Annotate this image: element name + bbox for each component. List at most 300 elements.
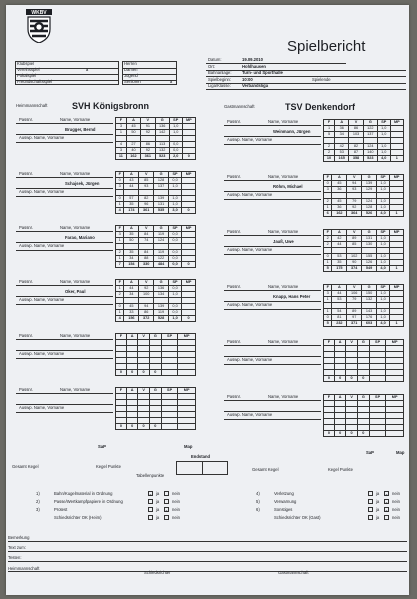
col-header: MP: [390, 120, 403, 126]
score-cell: 140: [363, 150, 377, 156]
col-header: G: [363, 120, 377, 126]
score-cell: 0: [149, 370, 161, 376]
check-label: Verwarnung: [274, 499, 297, 504]
col-header: G: [154, 226, 169, 232]
score-cell: 94: [139, 304, 154, 310]
no-checkbox[interactable]: [384, 515, 389, 520]
score-cell: 87: [349, 150, 363, 156]
score-cell: 372: [139, 316, 154, 322]
col-header: F: [324, 340, 335, 346]
yes-label: ja: [156, 499, 160, 504]
yes-label: ja: [156, 515, 160, 520]
score-table: [115, 225, 196, 268]
score-cell: 50: [126, 130, 140, 136]
awsp-label: Auswp. Name, Vorname: [227, 412, 273, 417]
divider: [224, 199, 321, 200]
score-cell: 134: [154, 292, 169, 298]
col-header: F: [324, 230, 332, 236]
yes-checkbox[interactable]: [148, 515, 153, 520]
score-cell: 3: [324, 291, 332, 297]
score-cell: 54: [332, 309, 347, 315]
player-block: [16, 225, 196, 275]
score-cell: 2: [324, 144, 335, 150]
score-cell: 1,0: [168, 202, 181, 208]
score-cell: 82: [139, 196, 154, 202]
col-header: F: [116, 334, 127, 340]
score-cell: 526: [362, 211, 377, 217]
score-cell: 4,0: [376, 266, 389, 272]
score-cell: 3: [116, 232, 124, 238]
name-header: Name, Vorname: [268, 174, 299, 179]
info-label: Ort:: [208, 63, 215, 69]
info-value: Hohlhausen: [242, 63, 266, 69]
awsp-label: Auswp. Name, Vorname: [227, 192, 273, 197]
score-cell: 3: [116, 184, 124, 190]
col-header: V: [346, 395, 357, 401]
game-type-label: Freundschaftsspiel: [17, 79, 53, 84]
name-header: Name, Vorname: [268, 284, 299, 289]
pass-label: Passnr.: [227, 174, 241, 179]
no-checkbox[interactable]: [164, 491, 169, 496]
score-cell: 0: [324, 181, 332, 187]
player-block: [16, 279, 196, 329]
score-cell: 2,0: [169, 154, 182, 160]
check-number: 4): [256, 491, 260, 496]
score-cell: 2: [116, 250, 124, 256]
awsp-label: Auswp. Name, Vorname: [19, 243, 65, 248]
divider: [224, 309, 321, 310]
yes-checkbox[interactable]: [368, 499, 373, 504]
score-cell: 0,0: [168, 250, 181, 256]
score-cell: 128: [154, 178, 169, 184]
col-header: G: [149, 334, 161, 340]
score-cell: 143: [362, 309, 377, 315]
game-type-mark: x: [86, 67, 89, 72]
info-value: 10:00: [242, 76, 253, 82]
yes-checkbox[interactable]: [368, 491, 373, 496]
score-cell: 0,0: [168, 286, 181, 292]
info-extra-label: Spielende: [312, 77, 331, 82]
score-cell: 1,0: [168, 292, 181, 298]
score-cell: 0: [324, 254, 332, 260]
col-header: MP: [386, 395, 404, 401]
pass-label: Passnr.: [227, 284, 241, 289]
score-cell: 0: [116, 304, 124, 310]
score-cell: 155: [362, 254, 377, 260]
check-label: Schiedsrichter OK (Gast): [274, 515, 321, 520]
divider: [16, 412, 113, 413]
player-block: [224, 119, 404, 169]
col-header: F: [324, 175, 332, 181]
score-cell: 2: [324, 150, 335, 156]
home-sap-label: SaP: [98, 444, 106, 449]
score-cell: 0: [182, 154, 195, 160]
score-cell: 89: [347, 236, 362, 242]
score-cell: 1,0: [168, 316, 181, 322]
score-cell: 1,0: [376, 254, 389, 260]
score-cell: 4: [116, 316, 124, 322]
score-cell: 1: [116, 286, 124, 292]
score-cell: 0: [346, 431, 357, 437]
col-header: G: [154, 172, 169, 178]
score-cell: 42: [335, 144, 349, 150]
yes-label: ja: [376, 491, 380, 496]
score-cell: 5: [324, 132, 335, 138]
score-cell: 92: [141, 148, 155, 154]
col-header: V: [347, 285, 362, 291]
col-header: MP: [182, 118, 195, 124]
score-cell: 3: [116, 148, 127, 154]
awsp-label: Auswp. Name, Vorname: [227, 247, 273, 252]
no-label: nein: [172, 491, 180, 496]
score-cell: 57: [124, 196, 139, 202]
score-cell: 2: [324, 242, 332, 248]
col-header: G: [155, 118, 169, 124]
no-checkbox[interactable]: [164, 499, 169, 504]
score-cell: 1,0: [376, 187, 389, 193]
divider: [16, 231, 113, 232]
no-checkbox[interactable]: x: [165, 508, 168, 513]
col-header: SP: [376, 285, 389, 291]
score-cell: 528: [154, 316, 169, 322]
yes-checkbox[interactable]: [368, 507, 373, 512]
score-cell: 1: [116, 310, 124, 316]
divider: [16, 339, 113, 340]
page-title: Spielbericht: [287, 38, 366, 55]
remark-label: Bemerkung: [8, 535, 30, 540]
score-cell: 364: [347, 211, 362, 217]
divider: [224, 180, 321, 181]
divider: [206, 83, 406, 84]
score-cell: 156: [124, 316, 139, 322]
score-cell: 1,0: [377, 126, 390, 132]
score-cell: 92: [141, 130, 155, 136]
category-label: Damen: [124, 67, 138, 72]
score-cell: 0,0: [169, 142, 182, 148]
score-cell: 0,0: [168, 178, 181, 184]
player-name: Farao, Mariano: [65, 235, 95, 240]
score-cell: 1,0: [168, 196, 181, 202]
score-cell: 92: [139, 286, 154, 292]
no-label: nein: [172, 499, 180, 504]
category-mark: x: [170, 79, 173, 84]
score-cell: 374: [347, 266, 362, 272]
score-cell: 4: [116, 142, 127, 148]
col-header: MP: [390, 175, 404, 181]
col-header: SP: [169, 118, 182, 124]
score-cell: 27: [126, 142, 140, 148]
score-cell: 7: [116, 262, 124, 268]
svg-text:WKBV: WKBV: [31, 10, 47, 16]
score-cell: 82: [349, 144, 363, 150]
score-cell: 102: [347, 254, 362, 260]
score-cell: 361: [139, 208, 154, 214]
col-header: A: [332, 285, 347, 291]
score-cell: 523: [363, 156, 377, 162]
col-header: G: [362, 285, 377, 291]
player-block: [16, 117, 196, 167]
score-cell: 0,0: [168, 256, 181, 262]
col-header: V: [349, 120, 363, 126]
score-cell: 162: [332, 211, 347, 217]
info-label: Liga/Klasse:: [208, 83, 231, 89]
score-cell: 88: [139, 256, 154, 262]
score-cell: 85: [347, 242, 362, 248]
player-name: Weinmann, Jürgen: [273, 129, 311, 134]
score-cell: 1: [390, 321, 404, 327]
score-cell: [386, 431, 404, 437]
score-cell: 0: [138, 424, 149, 430]
player-block: [224, 284, 404, 334]
score-cell: 5: [324, 266, 332, 272]
score-cell: 50: [124, 238, 139, 244]
divider: [206, 70, 406, 71]
score-cell: 1,0: [376, 236, 389, 242]
score-cell: 0: [138, 370, 149, 376]
score-cell: 0: [126, 370, 138, 376]
score-cell: 0: [324, 376, 335, 382]
score-cell: 0: [357, 431, 369, 437]
score-cell: 1,0: [377, 150, 390, 156]
no-label: nein: [392, 491, 400, 496]
col-header: F: [324, 285, 332, 291]
score-cell: 0: [324, 431, 335, 437]
score-table: [323, 394, 404, 437]
score-cell: 330: [139, 262, 154, 268]
no-checkbox[interactable]: x: [385, 500, 388, 505]
awsp-label: Auswp. Name, Vorname: [19, 189, 65, 194]
score-cell: 154: [124, 262, 139, 268]
awsp-label: Auswp. Name, Vorname: [227, 302, 273, 307]
score-cell: 0: [182, 208, 196, 214]
score-cell: 97: [347, 315, 362, 321]
name-header: Name, Vorname: [268, 119, 299, 124]
score-cell: 0: [116, 424, 127, 430]
score-cell: 0,0: [168, 310, 181, 316]
score-cell: 523: [155, 154, 169, 160]
game-type-label: Klubspiel: [17, 61, 34, 66]
score-cell: 11: [116, 154, 127, 160]
score-cell: 103: [349, 132, 363, 138]
score-table: [323, 339, 404, 382]
col-header: F: [116, 226, 124, 232]
score-table: [115, 333, 196, 376]
player-block: [224, 394, 404, 444]
score-cell: 36: [332, 205, 347, 211]
col-header: G: [149, 388, 161, 394]
score-cell: 1,0: [376, 297, 389, 303]
category-label: Herren: [124, 61, 137, 66]
awsp-label: Auswp. Name, Vorname: [19, 405, 65, 410]
guest-total-pins-label: Gesamt Kegel: [252, 467, 279, 472]
score-cell: 232: [332, 321, 347, 327]
score-table: [323, 284, 404, 327]
col-header: G: [362, 230, 377, 236]
player-name: Röhm, Michael: [273, 184, 303, 189]
no-label: nein: [392, 507, 400, 512]
score-cell: 119: [154, 310, 169, 316]
score-cell: [161, 424, 177, 430]
score-cell: 4,0: [376, 211, 389, 217]
yes-checkbox[interactable]: [148, 507, 153, 512]
col-header: A: [332, 230, 347, 236]
check-number: 5): [256, 499, 260, 504]
guest-pin-points-label: Kegel Punkte: [328, 467, 353, 472]
col-header: A: [124, 172, 139, 178]
check-label: Schiedsrichter OK (Heim): [54, 515, 102, 520]
col-header: V: [138, 334, 149, 340]
check-label: Passe/Wertkampfpapiere in Ordnung: [54, 499, 123, 504]
col-header: A: [332, 175, 347, 181]
score-cell: 45: [332, 199, 347, 205]
score-cell: 35: [332, 260, 347, 266]
score-cell: 43: [124, 178, 139, 184]
col-header: G: [154, 280, 169, 286]
player-block: [16, 333, 196, 383]
score-cell: 81: [332, 315, 347, 321]
score-table: [323, 174, 404, 217]
col-header: A: [126, 334, 138, 340]
divider: [16, 123, 113, 124]
col-header: SP: [161, 334, 177, 340]
score-cell: 1: [390, 211, 404, 217]
score-cell: 1: [116, 202, 124, 208]
score-cell: 34: [124, 292, 139, 298]
guest-signature-label: Gastmannschaft: [278, 570, 309, 575]
score-table: [323, 119, 404, 162]
player-block: [224, 174, 404, 224]
col-header: A: [126, 388, 138, 394]
score-cell: 0: [182, 316, 196, 322]
score-cell: 1,0: [376, 205, 389, 211]
no-checkbox[interactable]: [164, 515, 169, 520]
score-cell: 0,0: [168, 232, 181, 238]
col-header: MP: [182, 172, 196, 178]
score-cell: 0: [126, 424, 138, 430]
yes-checkbox[interactable]: x: [149, 492, 152, 497]
col-header: V: [139, 280, 154, 286]
score-cell: 124: [362, 199, 377, 205]
divider: [206, 63, 346, 64]
score-table: [115, 171, 196, 214]
player-name: Brugger, Bernd: [65, 127, 96, 132]
score-cell: 1: [324, 260, 332, 266]
pass-label: Passnr.: [19, 279, 33, 284]
score-cell: [161, 370, 177, 376]
score-cell: 119: [154, 250, 169, 256]
score-cell: 139: [362, 181, 377, 187]
player-name: Oker, Paul: [65, 289, 86, 294]
score-cell: 0: [149, 424, 161, 430]
col-header: SP: [168, 172, 181, 178]
score-cell: 371: [347, 321, 362, 327]
score-cell: 1: [116, 238, 124, 244]
col-header: F: [116, 118, 127, 124]
yes-label: ja: [376, 515, 380, 520]
yes-label: ja: [376, 507, 380, 512]
pass-label: Passnr.: [19, 171, 33, 176]
col-header: SP: [168, 280, 181, 286]
yes-label: ja: [376, 499, 380, 504]
awsp-label: Auswp. Name, Vorname: [227, 357, 273, 362]
yes-checkbox[interactable]: [148, 499, 153, 504]
col-header: F: [116, 172, 124, 178]
score-cell: 0: [346, 376, 357, 382]
score-cell: 358: [349, 156, 363, 162]
score-cell: 89: [347, 309, 362, 315]
name-header: Name, Vorname: [60, 225, 91, 230]
score-cell: 129: [362, 187, 377, 193]
score-cell: 122: [154, 256, 169, 262]
score-cell: 126: [362, 260, 377, 266]
guest-team-label: Gastmannschaft: [224, 104, 255, 109]
score-cell: [369, 376, 385, 382]
no-checkbox[interactable]: x: [385, 508, 388, 513]
score-cell: 361: [141, 154, 155, 160]
awsp-label: Auswp. Name, Vorname: [19, 297, 65, 302]
player-block: [224, 229, 404, 279]
table-points-label: Tabellenpunkte: [136, 473, 165, 478]
score-cell: 131: [362, 236, 377, 242]
score-cell: 85: [139, 178, 154, 184]
divider: [224, 254, 321, 255]
col-header: SP: [376, 175, 389, 181]
score-sheet: [6, 5, 409, 595]
col-header: SP: [377, 120, 390, 126]
score-cell: 74: [139, 238, 154, 244]
col-header: A: [124, 280, 139, 286]
score-cell: 139: [154, 196, 169, 202]
score-cell: 4,0: [376, 321, 389, 327]
score-cell: 132: [362, 297, 377, 303]
home-map-label: Map: [184, 444, 193, 449]
score-cell: 603: [362, 321, 377, 327]
score-cell: 113: [155, 142, 169, 148]
col-header: SP: [369, 395, 385, 401]
info-value: 19.09.2010: [242, 57, 263, 62]
check-number: 6): [256, 507, 260, 512]
col-header: V: [141, 118, 155, 124]
divider: [16, 177, 113, 178]
name-header: Name, Vorname: [60, 171, 91, 176]
home-team-name: SVH Königsbronn: [72, 101, 149, 111]
divider: [224, 345, 321, 346]
no-checkbox[interactable]: x: [385, 492, 388, 497]
divider: [16, 285, 113, 286]
pass-label: Passnr.: [227, 119, 241, 124]
name-header: Name, Vorname: [60, 117, 91, 122]
col-header: MP: [182, 280, 196, 286]
score-cell: 100: [139, 292, 154, 298]
score-cell: 36: [332, 187, 347, 193]
check-number: 1): [36, 491, 40, 496]
player-block: [16, 387, 196, 437]
score-cell: [178, 424, 196, 430]
score-cell: 1,0: [169, 124, 182, 130]
divider: [224, 290, 321, 291]
yes-checkbox[interactable]: [368, 515, 373, 520]
score-cell: 40: [126, 148, 140, 154]
score-cell: 93: [347, 187, 362, 193]
score-cell: 5: [324, 321, 332, 327]
name-header: Name, Vorname: [60, 387, 91, 392]
score-cell: 35: [124, 232, 139, 238]
awsp-label: Auswp. Name, Vorname: [19, 135, 65, 140]
guest-team-name: TSV Denkendorf: [285, 102, 356, 112]
score-cell: 1,0: [376, 291, 389, 297]
score-cell: 1: [324, 126, 335, 132]
score-cell: 136: [155, 124, 169, 130]
